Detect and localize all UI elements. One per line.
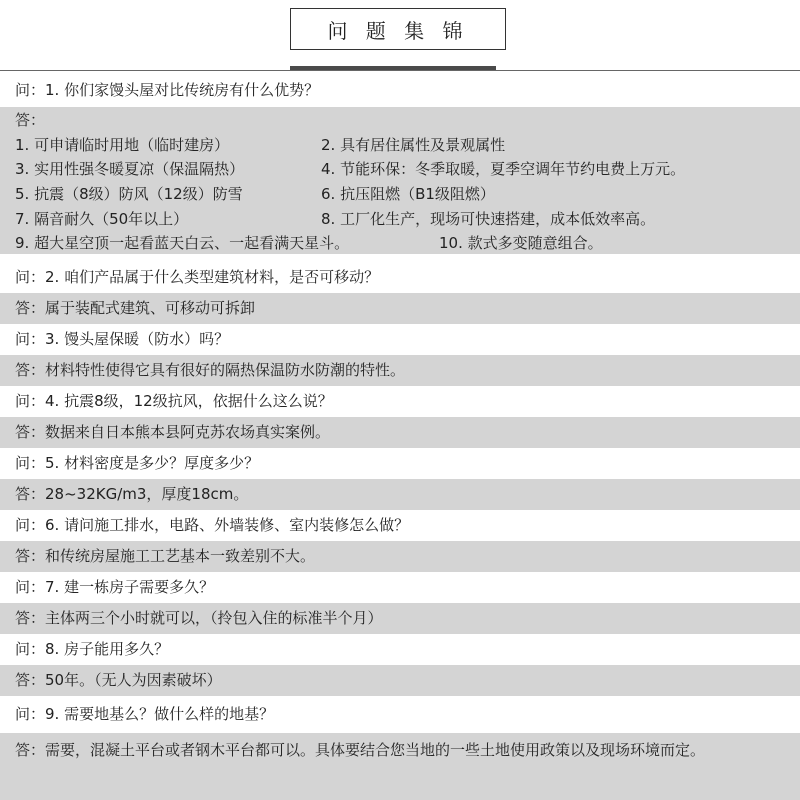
answer-text: 答：28~32KG/m3，厚度18cm。 [15,485,249,503]
answer-item: 3. 实用性强冬暖夏凉（保温隔热） [15,160,245,179]
question-text: 问：5. 材料密度是多少？厚度多少？ [15,454,260,472]
faq-answer-8 [0,665,800,696]
question-text: 问：6. 请问施工排水，电路、外墙装修、室内装修怎么做？ [15,516,410,534]
faq-question-9 [0,696,800,733]
faq-answer-3 [0,355,800,386]
answer-item: 2. 具有居住属性及景观属性 [321,135,506,154]
question-text: 问：8. 房子能用多久？ [15,640,170,658]
faq-answer-4 [0,417,800,448]
question-text: 问：1. 你们家馒头屋对比传统房有什么优势？ [15,81,320,99]
question-text: 问：3. 馒头屋保暖（防水）吗？ [15,330,230,348]
answer-text: 答：主体两三个小时就可以，（拎包入住的标准半个月） [15,609,383,627]
faq-question-7 [0,572,800,603]
answer-item: 10. 款式多变随意组合。 [439,234,603,253]
answer-heading: 答： [15,111,46,129]
faq-question-6 [0,510,800,541]
faq-answer-5 [0,479,800,510]
answer-text: 答：属于装配式建筑、可移动可拆卸 [15,299,256,317]
answer-item: 4. 节能环保：冬季取暖，夏季空调年节约电费上万元。 [321,160,686,179]
answer-text: 答：数据来自日本熊本县阿克苏农场真实案例。 [15,423,331,441]
faq-question-1 [0,75,800,107]
answer-item: 5. 抗震（8级）防风（12级）防雪 [15,185,243,204]
faq-answer-9 [0,733,800,800]
answer-item-row [15,133,800,158]
question-text: 问：9. 需要地基么？做什么样的地基？ [15,705,275,723]
question-text: 问：2. 咱们产品属于什么类型建筑材料，是否可移动？ [15,268,380,286]
faq-question-4 [0,386,800,417]
faq-answer-6 [0,541,800,572]
answer-text: 答：50年。（无人为因素破坏） [15,671,222,689]
header-divider [0,70,800,71]
answer-item-row [15,157,800,182]
answer-item-row [15,231,800,256]
question-text: 问：7. 建一栋房子需要多久？ [15,578,215,596]
page-title: 问 题 集 锦 [290,8,506,50]
faq-answer-2 [0,293,800,324]
faq-question-2 [0,262,800,293]
faq-answer-1 [0,107,800,254]
answer-item-row [15,207,800,232]
answer-item: 8. 工厂化生产，现场可快速搭建，成本低效率高。 [321,209,656,228]
answer-text: 答：需要，混凝土平台或者钢木平台都可以。具体要结合您当地的一些土地使用政策以及现场环境而定。 [15,741,706,759]
answer-item: 1. 可申请临时用地（临时建房） [15,135,230,154]
answer-item: 6. 抗压阻燃（B1级阻燃） [321,185,495,204]
faq-question-5 [0,448,800,479]
faq-question-8 [0,634,800,665]
answer-item-row [15,182,800,207]
answer-text: 答：材料特性使得它具有很好的隔热保温防水防潮的特性。 [15,361,406,379]
faq-answer-7 [0,603,800,634]
faq-question-3 [0,324,800,355]
answer-item: 7. 隔音耐久（50年以上） [15,209,189,228]
answer-text: 答：和传统房屋施工工艺基本一致差别不大。 [15,547,316,565]
answer-item: 9. 超大星空顶一起看蓝天白云、一起看满天星斗。 [15,234,350,253]
question-text: 问：4. 抗震8级，12级抗风，依据什么这么说？ [15,392,333,410]
